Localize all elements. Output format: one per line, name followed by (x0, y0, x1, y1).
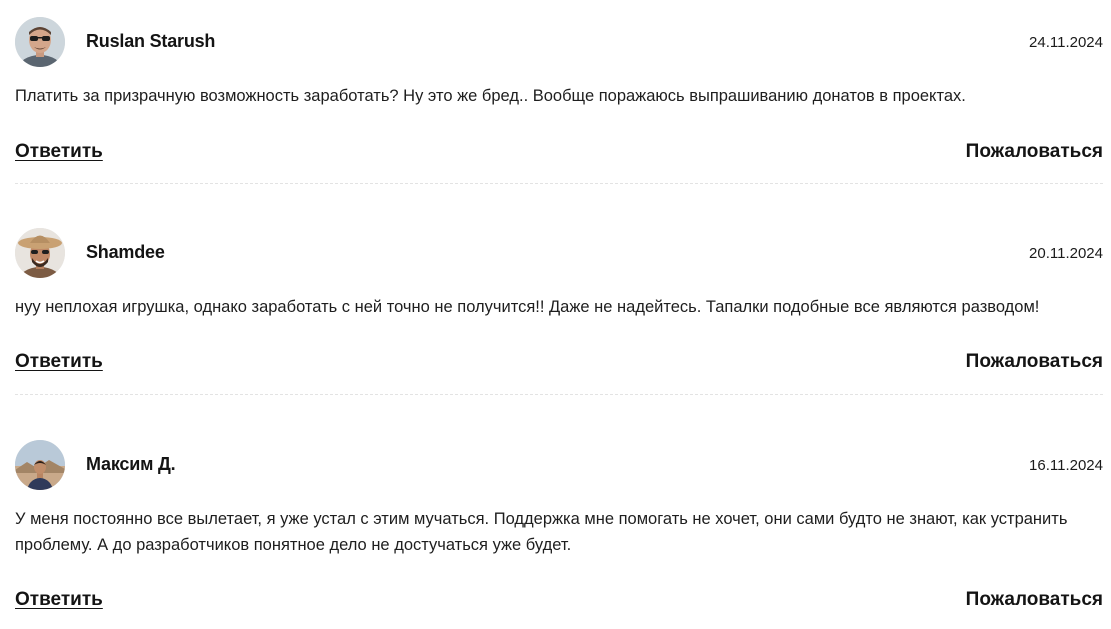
report-link[interactable]: Пожаловаться (965, 141, 1103, 162)
comment-text: Платить за призрачную возможность заработать? Ну это же бред.. Вообще поражаюсь выпрашиванию донатов в проектах. (15, 87, 966, 105)
reply-link[interactable]: Ответить (15, 589, 103, 610)
comment-text: нуу неплохая игрушка, однако заработать с ней точно не получится!! Даже не надейтесь. Тапалки подобные все являются разводом! (15, 298, 1040, 316)
comment-date: 20.11.2024 (1029, 245, 1103, 262)
comment-actions (15, 141, 1103, 167)
reply-link[interactable]: Ответить (15, 141, 103, 162)
person-landscape-photo-icon (15, 440, 65, 490)
comment-author: Максим Д. (86, 454, 176, 474)
avatar (15, 440, 65, 490)
comment-date: 24.11.2024 (1029, 34, 1103, 51)
comment-author: Ruslan Starush (86, 31, 216, 51)
person-sunglasses-photo-icon (15, 17, 65, 67)
comment-date: 16.11.2024 (1029, 457, 1103, 474)
person-hat-photo-icon (15, 228, 65, 278)
comment (15, 228, 1103, 395)
comment-header (15, 440, 1103, 492)
avatar (15, 228, 65, 278)
comment-actions (15, 589, 1103, 615)
comment (15, 440, 1103, 629)
comment-divider (15, 183, 1103, 184)
comment-header (15, 17, 1103, 69)
comment-divider (15, 394, 1103, 395)
comment (15, 17, 1103, 184)
comment-author: Shamdee (86, 242, 165, 262)
comment-header (15, 228, 1103, 280)
report-link[interactable]: Пожаловаться (965, 589, 1103, 610)
comment-actions (15, 351, 1103, 377)
reply-link[interactable]: Ответить (15, 351, 103, 372)
avatar (15, 17, 65, 67)
comment-text: У меня постоянно все вылетает, я уже устал с этим мучаться. Поддержка мне помогать не хочет, они сами будто не знают, как устранить проблему. А до разработчиков понятное дело не достучаться уже будет. (15, 510, 1068, 554)
report-link[interactable]: Пожаловаться (965, 351, 1103, 372)
